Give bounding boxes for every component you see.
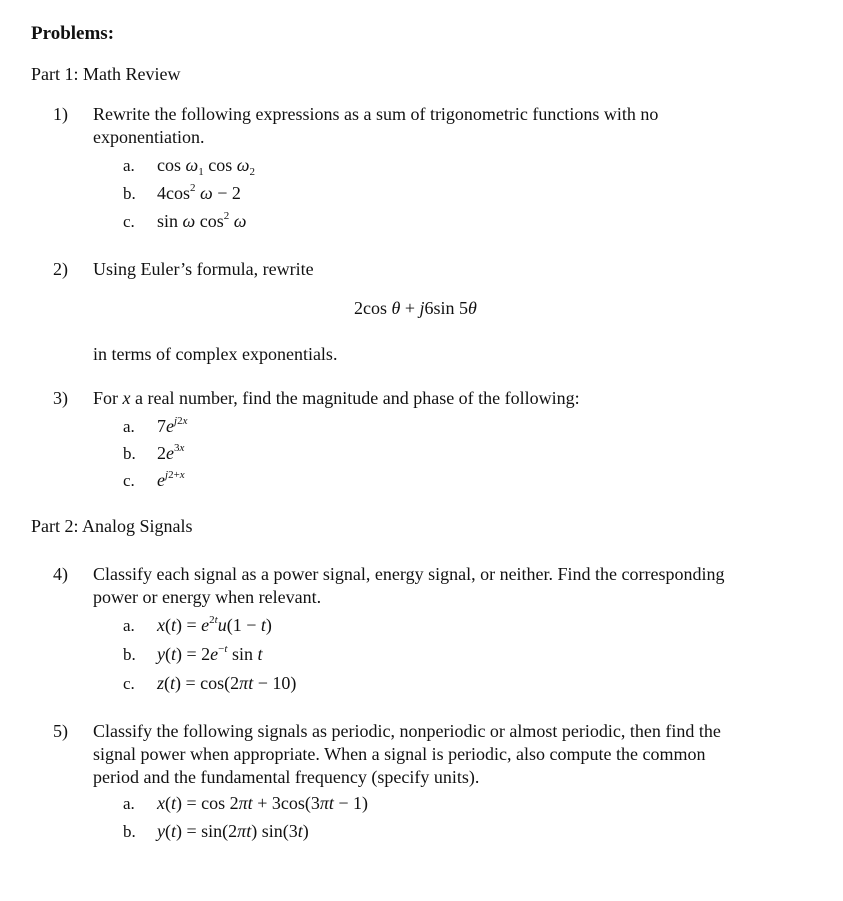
- q3-item-a-expr: $7e^{j2x}$: [157, 415, 188, 436]
- q5-line3: period and the fundamental frequency (specify units).: [93, 767, 480, 787]
- q1-item-a: [123, 155, 255, 176]
- q3-item-c-expr: $e^{j2+x}$: [157, 469, 185, 490]
- part1-title: Part 1: Math Review: [31, 64, 181, 84]
- q2-line1: [53, 258, 314, 280]
- q3-line1: [53, 387, 580, 409]
- q1-text: Rewrite the following expressions as a sum of trigonometric functions with no: [93, 104, 659, 124]
- q1-line2: exponentiation.: [93, 127, 205, 147]
- q4-line2: power or energy when relevant.: [93, 587, 322, 607]
- q3-item-b-label: b.: [123, 444, 136, 463]
- q4-text: Classify each signal as a power signal, energy signal, or neither. Find the corresponding: [93, 564, 725, 584]
- q4-item-a-label: a.: [123, 616, 135, 635]
- q3-item-a: [123, 416, 187, 437]
- q1-item-a-expr: $\cos \omega_1$ $\cos \omega_2$: [157, 155, 255, 178]
- part2-title: Part 2: Analog Signals: [31, 516, 193, 536]
- q5-text: Classify the following signals as periodic, nonperiodic or almost periodic, then find the: [93, 721, 721, 741]
- q5-number: 5): [53, 721, 68, 741]
- q4-item-c-expr: z(t) = cos(2πt − 10): [157, 673, 297, 693]
- q5-item-b-label: b.: [123, 822, 136, 841]
- q4-item-a-expr: $x(t) = e^{2t}u(1 - t)$: [157, 614, 272, 635]
- q2-display-equation: 2cos θ + j6sin 5θ: [354, 298, 477, 318]
- q1-item-c-label: c.: [123, 212, 135, 231]
- q5-line2: signal power when appropriate. When a signal is periodic, also compute the common: [93, 744, 706, 764]
- q5-item-b-expr: y(t) = sin(2πt) sin(3t): [157, 821, 309, 841]
- q5-line1: [53, 720, 721, 742]
- q3-text: For x a real number, find the magnitude and phase of the following:: [93, 388, 580, 408]
- q5-item-a-expr: x(t) = cos 2πt + 3cos(3πt − 1): [157, 793, 369, 813]
- q4-number: 4): [53, 564, 68, 584]
- q3-item-c: [123, 470, 185, 491]
- q3-item-a-label: a.: [123, 417, 135, 436]
- q2-line2: in terms of complex exponentials.: [93, 344, 338, 364]
- page-heading: Problems:: [31, 23, 115, 44]
- q3-item-b: [123, 443, 184, 464]
- q4-line1: [53, 563, 725, 585]
- q1-item-b-expr: $4\cos^2$ ω − 2: [157, 182, 241, 203]
- q1-line1: [53, 103, 658, 125]
- q2-text: Using Euler’s formula, rewrite: [93, 259, 314, 279]
- q3-number: 3): [53, 388, 68, 408]
- q2-number: 2): [53, 259, 68, 279]
- q5-item-b: [123, 821, 309, 842]
- q3-item-b-expr: $2e^{3x}$: [157, 442, 185, 463]
- q4-item-b-expr: $y(t) = 2e^{-t}$ sin t: [157, 643, 263, 664]
- q1-item-b-label: b.: [123, 184, 136, 203]
- q3-item-c-label: c.: [123, 471, 135, 490]
- q1-item-a-label: a.: [123, 156, 135, 175]
- q4-item-a: [123, 615, 272, 636]
- q4-item-b-label: b.: [123, 645, 136, 664]
- q5-item-a-label: a.: [123, 794, 135, 813]
- q4-item-c-label: c.: [123, 674, 135, 693]
- q1-item-c: [123, 211, 246, 232]
- q1-number: 1): [53, 104, 68, 124]
- q5-item-a: [123, 793, 368, 814]
- q1-item-c-expr: sin ω $\cos^2 \omega$: [157, 210, 247, 231]
- q4-item-c: [123, 673, 296, 694]
- q1-item-b: [123, 183, 241, 204]
- q4-item-b: [123, 644, 262, 665]
